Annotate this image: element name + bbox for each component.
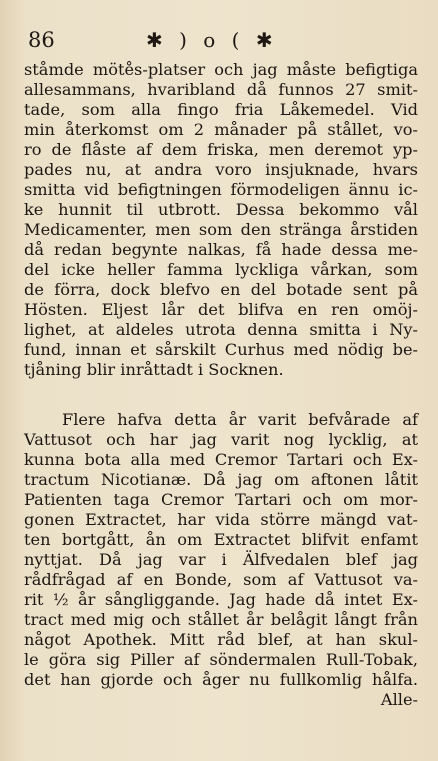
paragraph-2 (24, 410, 418, 690)
text-line: rådfrågad af en Bonde, som af Vattusot va- (24, 570, 418, 589)
text-line: rit ½ år sångliggande. Jag hade då intet Ex- (24, 590, 418, 609)
text-line: något Apothek. Mitt råd blef, at han skul- (24, 630, 418, 649)
page-number: 86 (28, 28, 55, 52)
text-line: smitta vid befigtningen förmodeligen ännu ic- (24, 180, 418, 199)
text-line: ståmde möte̊s-platser och jag måste befigtiga (24, 60, 418, 79)
text-line: pades nu, at andra voro insjuknade, hvars (24, 160, 418, 179)
text-line: tract med mig och stållet år belågit långt från (24, 610, 418, 629)
text-line: tjåning blir inråttadt i Socknen. (24, 360, 284, 379)
text-line: min återkomst om 2 månader på stållet, vo- (24, 120, 418, 139)
text-line: Patienten taga Cremor Tartari och om mor- (24, 490, 418, 509)
text-line: del icke heller famma lyckliga vårkan, som (24, 260, 418, 279)
text-line: Flere hafva detta år varit befvårade af (62, 410, 418, 429)
text-line: Hösten. Eljest lår det blifva en ren omöj- (24, 300, 418, 319)
text-line: de förra, dock blefvo en del botade sent på (24, 280, 418, 299)
text-line: Vattusot och har jag varit nog lycklig, at (24, 430, 418, 449)
header-ornament: ✱ ) o ( ✱ (146, 28, 278, 52)
text-line: tade, som alla fingo fria Låkemedel. Vid (24, 100, 418, 119)
paragraph-gap (24, 380, 418, 410)
page-header (28, 28, 418, 56)
text-line: lighet, at aldeles utrota denna smitta i Ny- (24, 320, 418, 339)
text-line: ten bortgått, ån om Extractet blifvit enfamt (24, 530, 418, 549)
text-line: gonen Extractet, har vida större mängd vat- (24, 510, 418, 529)
text-line: kunna bota alla med Cremor Tartari och Ex- (24, 450, 418, 469)
paragraph-1 (24, 60, 418, 380)
text-line: allesammans, hvaribland då funnos 27 smit- (24, 80, 418, 99)
text-line: ke hunnit til utbrott. Dessa bekommo vål (24, 200, 418, 219)
text-line: le göra sig Piller af söndermalen Rull-Tobak, (24, 650, 418, 669)
page-body (24, 60, 418, 710)
text-line: då redan begynte nalkas, få hade dessa me- (24, 240, 418, 259)
text-line: nyttjat. Då jag var i Älfvedalen blef jag (24, 550, 418, 569)
text-line: ro de flåste af dem friska, men deremot yp- (24, 140, 418, 159)
text-line: fund, innan et sårskilt Curhus med nödig be- (24, 340, 418, 359)
text-line: tractum Nicotianæ. Då jag om aftonen låtit (24, 470, 418, 489)
text-line: det han gjorde och åger nu fullkomlig hålfa. (24, 670, 418, 689)
text-line: Medicamenter, men som den stränga årstiden (24, 220, 418, 239)
catchword: Alle- (380, 690, 418, 709)
